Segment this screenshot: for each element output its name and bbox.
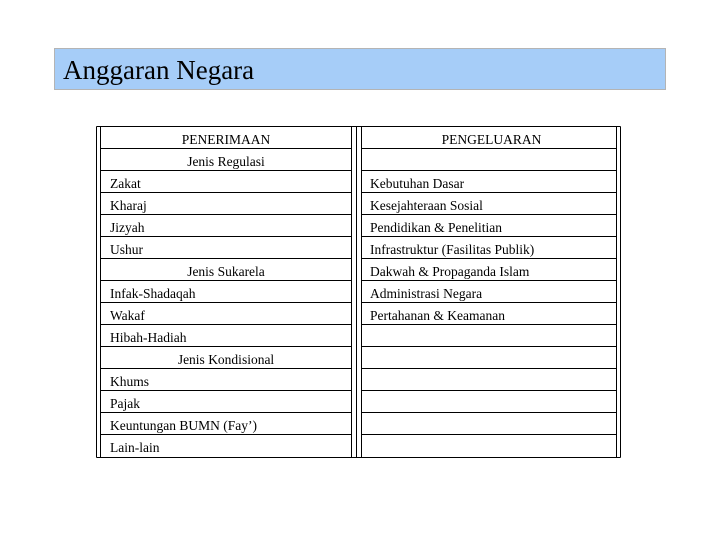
expenditure-item: Dakwah & Propaganda Islam — [370, 264, 530, 279]
income-item: Khums — [110, 374, 150, 389]
expenditure-item: Kesejahteraan Sosial — [370, 198, 483, 213]
expenditure-item: Infrastruktur (Fasilitas Publik) — [370, 242, 535, 257]
budget-table — [96, 126, 621, 458]
section-heading-kondisional: Jenis Kondisional — [177, 352, 275, 367]
expenditure-item: Pertahanan & Keamanan — [370, 308, 505, 323]
income-item: Pajak — [110, 396, 140, 411]
income-item: Wakaf — [110, 308, 145, 323]
expenditure-item: Kebutuhan Dasar — [370, 176, 465, 191]
income-item: Hibah-Hadiah — [110, 330, 187, 345]
slide-title: Anggaran Negara — [63, 55, 255, 85]
income-item: Zakat — [110, 176, 141, 191]
expenditure-item: Pendidikan & Penelitian — [370, 220, 502, 235]
header-pengeluaran: PENGELUARAN — [441, 132, 542, 147]
section-heading-regulasi: Jenis Regulasi — [187, 154, 265, 169]
header-penerimaan: PENERIMAAN — [181, 132, 271, 147]
section-heading-sukarela: Jenis Sukarela — [187, 264, 265, 279]
income-item: Keuntungan BUMN (Fay’) — [110, 418, 257, 433]
income-item: Lain-lain — [110, 440, 160, 455]
income-item: Kharaj — [110, 198, 147, 213]
income-item: Jizyah — [110, 220, 145, 235]
expenditure-item: Administrasi Negara — [370, 286, 483, 301]
income-item: Infak-Shadaqah — [110, 286, 196, 301]
income-item: Ushur — [110, 242, 143, 257]
slide-title-bar — [54, 48, 666, 90]
